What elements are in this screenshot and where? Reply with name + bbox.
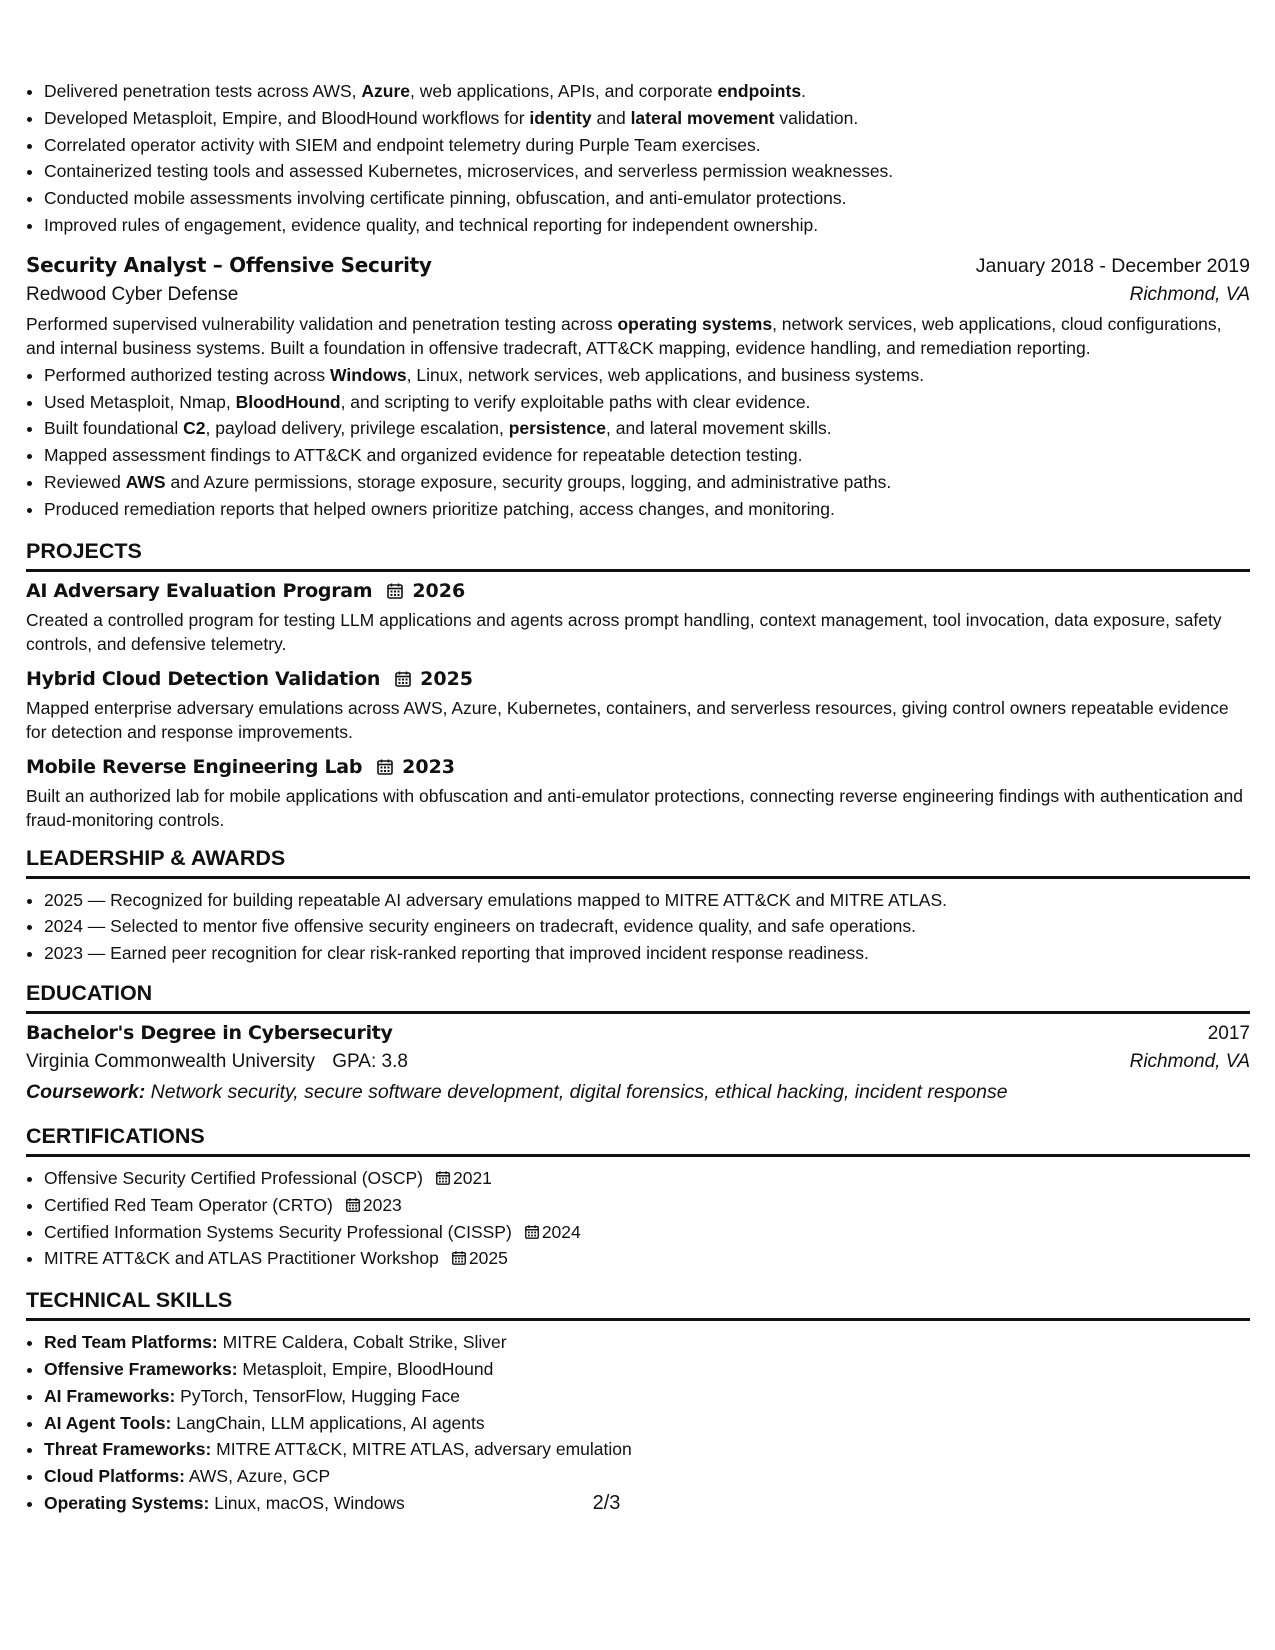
- job-company: Redwood Cyber Defense: [26, 283, 239, 305]
- certification-item: [44, 1165, 1250, 1192]
- education-degree: Bachelor's Degree in Cybersecurity: [26, 1021, 393, 1044]
- skill-value: Linux, macOS, Windows: [209, 1492, 405, 1513]
- skill-value: PyTorch, TensorFlow, Hugging Face: [175, 1385, 460, 1406]
- projects-section: [26, 539, 1250, 832]
- certification-name: Offensive Security Certified Professional (OSCP): [44, 1167, 423, 1188]
- certification-name: Certified Red Team Operator (CRTO): [44, 1194, 333, 1215]
- skill-item: [44, 1329, 1250, 1356]
- skill-value: MITRE Caldera, Cobalt Strike, Sliver: [217, 1332, 507, 1353]
- project-title: Mobile Reverse Engineering Lab: [26, 755, 363, 778]
- text-run: Delivered penetration tests across AWS,: [44, 81, 362, 101]
- education-section: [26, 981, 1250, 1104]
- experience-bullet: [44, 212, 1250, 239]
- job-bullet: [44, 469, 1250, 496]
- skill-value: LangChain, LLM applications, AI agents: [171, 1412, 485, 1433]
- text-run: Reviewed: [44, 471, 126, 492]
- bold-text: persistence: [508, 418, 606, 439]
- bold-text: endpoints: [717, 81, 802, 101]
- calendar-icon: [451, 1250, 467, 1266]
- page-number: 2/3: [592, 1492, 621, 1514]
- certification-year: 2023: [362, 1194, 402, 1215]
- bold-text: BloodHound: [235, 391, 341, 412]
- section-heading-projects: PROJECTS: [26, 539, 1250, 572]
- job-bullet: [44, 442, 1250, 469]
- project-header: [26, 580, 1250, 602]
- skill-value: Metasploit, Empire, BloodHound: [237, 1358, 494, 1379]
- text-run: Improved rules of engagement, evidence quality, and technical reporting for independent ownership.: [44, 214, 819, 235]
- section-heading-education: EDUCATION: [26, 981, 1250, 1014]
- bold-text: Azure: [361, 81, 411, 101]
- calendar-icon: [376, 758, 394, 776]
- calendar-icon: [524, 1224, 540, 1240]
- education-school-row: [26, 1051, 1250, 1073]
- project-item: [26, 756, 1250, 832]
- education-location: Richmond, VA: [1129, 1050, 1250, 1072]
- certifications-section: [26, 1124, 1250, 1272]
- text-run: , and lateral movement skills.: [605, 418, 832, 439]
- leadership-item: • 2024 — Selected to mentor five offensive security engineers on tradecraft, evidence quality, and safe operations.: [44, 913, 1250, 940]
- text-run: Produced remediation reports that helped owners prioritize patching, access changes, and monitoring.: [44, 498, 835, 519]
- section-heading-skills: TECHNICAL SKILLS: [26, 1288, 1250, 1321]
- text-run: validation.: [774, 107, 859, 128]
- project-description: Built an authorized lab for mobile applications with obfuscation and anti-emulator protections, connecting reverse engineering findings with authentication and fraud-monitoring controls.: [26, 785, 1243, 830]
- projects-list: [26, 580, 1250, 832]
- skill-item: [44, 1356, 1250, 1383]
- skill-item: [44, 1436, 1250, 1463]
- skills-list: [26, 1329, 1250, 1517]
- skill-item: [44, 1383, 1250, 1410]
- bold-text: Windows: [329, 364, 407, 385]
- job-dates: January 2018 - December 2019: [975, 254, 1250, 277]
- project-header: [26, 756, 1250, 778]
- project-year: 2025: [420, 667, 474, 690]
- text-run: , Linux, network services, web applications, and business systems.: [406, 364, 925, 385]
- calendar-icon: [394, 670, 412, 688]
- bold-text: C2: [183, 418, 206, 439]
- skill-item: [44, 1410, 1250, 1437]
- project-description: Mapped enterprise adversary emulations across AWS, Azure, Kubernetes, containers, and serverless resources, giving control owners repeatable evidence for detection and response improvements.: [26, 697, 1229, 742]
- calendar-icon: [345, 1197, 361, 1213]
- experience-bullet: [44, 185, 1250, 212]
- education-school-line: [26, 1051, 408, 1073]
- text-run: .: [801, 81, 806, 101]
- project-description: Created a controlled program for testing LLM applications and agents across prompt handling, context management, tool invocation, data exposure, safety controls, and defensive telemetry.: [26, 609, 1222, 654]
- text-run: and Azure permissions, storage exposure, security groups, logging, and administrative paths.: [165, 471, 892, 492]
- project-year: 2026: [412, 579, 466, 602]
- skill-item: [44, 1463, 1250, 1490]
- text-run: Containerized testing tools and assessed Kubernetes, microservices, and serverless permission weaknesses.: [44, 161, 894, 182]
- certification-year: 2021: [452, 1167, 492, 1188]
- job-title: Security Analyst – Offensive Security: [26, 252, 432, 277]
- certification-item: [44, 1219, 1250, 1246]
- calendar-icon: [435, 1170, 451, 1186]
- skill-label: Red Team Platforms:: [44, 1332, 218, 1353]
- skills-section: [26, 1288, 1250, 1517]
- job-bullet: [44, 389, 1250, 416]
- job-summary: [26, 312, 1250, 360]
- certification-item: [44, 1245, 1250, 1272]
- leadership-list: [26, 887, 1250, 967]
- certification-name: MITRE ATT&CK and ATLAS Practitioner Workshop: [44, 1248, 439, 1269]
- project-year: 2023: [402, 755, 456, 778]
- text-run: Performed authorized testing across: [44, 364, 330, 385]
- certification-year: 2024: [541, 1221, 581, 1242]
- bold-text: operating systems: [617, 313, 773, 334]
- coursework-label: Coursework:: [26, 1080, 146, 1103]
- job-title-row: [26, 253, 1250, 278]
- skill-label: Cloud Platforms:: [44, 1466, 185, 1487]
- certification-name: Certified Information Systems Security Professional (CISSP): [44, 1221, 512, 1242]
- experience-bullet: [44, 132, 1250, 159]
- job-bullet: [44, 415, 1250, 442]
- experience-bullets-continued: [26, 78, 1250, 239]
- education-school: Virginia Commonwealth University: [26, 1050, 315, 1072]
- calendar-icon: [386, 582, 404, 600]
- project-title: Hybrid Cloud Detection Validation: [26, 667, 381, 690]
- text-run: Performed supervised vulnerability validation and penetration testing across: [26, 313, 618, 334]
- bold-text: lateral movement: [630, 107, 775, 128]
- education-coursework: [26, 1081, 1250, 1104]
- job-bullet: [44, 362, 1250, 389]
- text-run: , and scripting to verify exploitable paths with clear evidence.: [340, 391, 811, 412]
- section-heading-certifications: CERTIFICATIONS: [26, 1124, 1250, 1157]
- job-location: Richmond, VA: [1129, 283, 1250, 305]
- leadership-item: • 2025 — Recognized for building repeatable AI adversary emulations mapped to MITRE ATT&CK and MITRE ATLAS.: [44, 887, 1250, 914]
- text-run: Developed Metasploit, Empire, and BloodHound workflows for: [44, 107, 530, 128]
- skill-label: Operating Systems:: [44, 1492, 210, 1513]
- text-run: and: [591, 107, 631, 128]
- coursework-text: Network security, secure software development, digital forensics, ethical hacking, incident response: [150, 1080, 1008, 1103]
- skill-label: AI Frameworks:: [44, 1385, 176, 1406]
- project-title: AI Adversary Evaluation Program: [26, 579, 373, 602]
- leadership-item: • 2023 — Earned peer recognition for clear risk-ranked reporting that improved incident response readiness.: [44, 940, 1250, 967]
- skill-label: Threat Frameworks:: [44, 1439, 212, 1460]
- job-entry: [26, 253, 1250, 523]
- education-degree-row: [26, 1022, 1250, 1045]
- project-item: [26, 668, 1250, 744]
- section-heading-leadership: LEADERSHIP & AWARDS: [26, 846, 1250, 879]
- project-item: [26, 580, 1250, 656]
- job-bullet: [44, 496, 1250, 523]
- skill-value: MITRE ATT&CK, MITRE ATLAS, adversary emulation: [211, 1439, 632, 1460]
- experience-bullet: [44, 78, 1250, 105]
- skill-label: AI Agent Tools:: [44, 1412, 172, 1433]
- bold-text: AWS: [125, 471, 166, 492]
- education-gpa: GPA: 3.8: [332, 1050, 408, 1072]
- experience-bullet: [44, 105, 1250, 132]
- skill-value: AWS, Azure, GCP: [184, 1466, 331, 1487]
- text-run: , web applications, APIs, and corporate: [410, 81, 718, 101]
- text-run: , payload delivery, privilege escalation,: [205, 418, 509, 439]
- project-header: [26, 668, 1250, 690]
- job-company-row: [26, 284, 1250, 306]
- certification-item: [44, 1192, 1250, 1219]
- education-year: 2017: [1207, 1022, 1250, 1044]
- text-run: Mapped assessment findings to ATT&CK and organized evidence for repeatable detection testing.: [44, 445, 803, 466]
- leadership-section: [26, 846, 1250, 967]
- text-run: , network services, web applications, cloud configurations, and internal business systems. Built a foundation in offensive tradecraft, ATT&CK mapping, evidence handling, and remediation reporting.: [26, 313, 1222, 358]
- bold-text: identity: [529, 107, 592, 128]
- experience-bullet: [44, 158, 1250, 185]
- resume-content: [26, 78, 1250, 1517]
- skill-label: Offensive Frameworks:: [44, 1358, 238, 1379]
- text-run: Conducted mobile assessments involving certificate pinning, obfuscation, and anti-emulator protections.: [44, 188, 847, 209]
- certifications-list: [26, 1165, 1250, 1272]
- certification-year: 2025: [468, 1248, 508, 1269]
- text-run: Correlated operator activity with SIEM and endpoint telemetry during Purple Team exercises.: [44, 134, 761, 155]
- text-run: Built foundational: [44, 418, 184, 439]
- text-run: Used Metasploit, Nmap,: [44, 391, 236, 412]
- job-bullets: [26, 362, 1250, 523]
